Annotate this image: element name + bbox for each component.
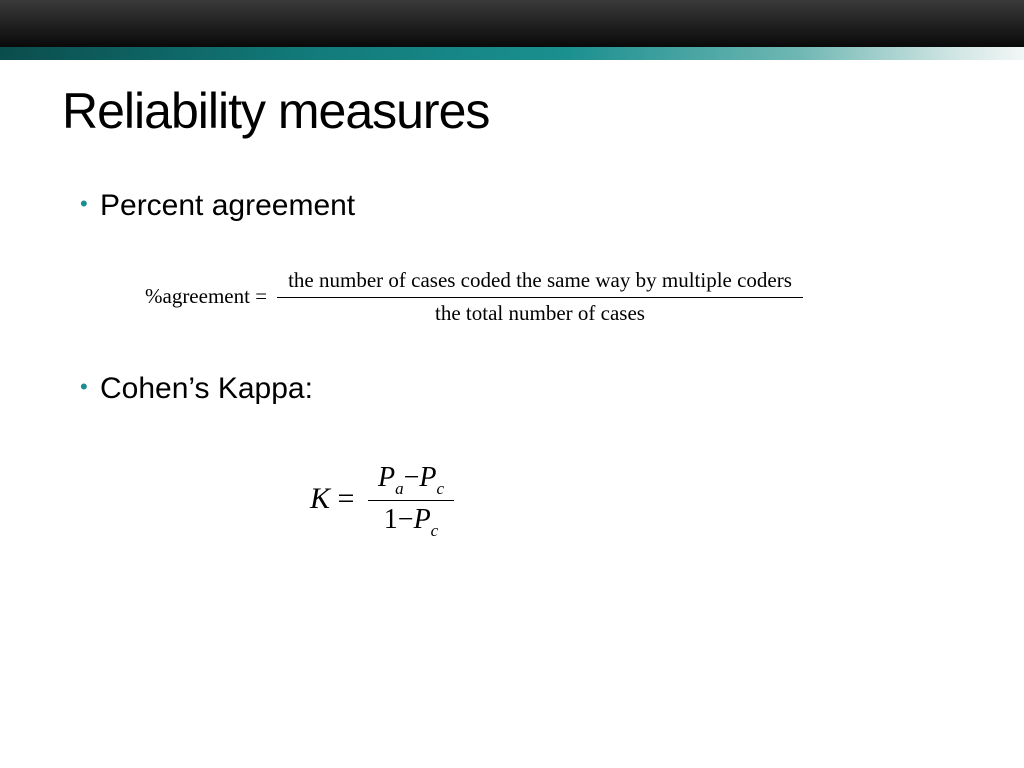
kappa-num-p2-sub: c: [436, 479, 445, 498]
kappa-den-p: P: [413, 504, 431, 535]
kappa-symbol: K: [310, 482, 331, 515]
slide-title: Reliability measures: [62, 83, 490, 139]
kappa-den-one: 1: [383, 504, 398, 535]
kappa-denominator: [368, 504, 454, 540]
kappa-lhs: [310, 482, 354, 516]
accent-stripe: [0, 47, 1024, 60]
formula-denominator: the total number of cases: [435, 301, 645, 325]
kappa-num-minus: −: [403, 462, 420, 493]
bullet-dot-icon: •: [80, 374, 88, 399]
kappa-num-p2: P: [419, 462, 437, 493]
formula-numerator: the number of cases coded the same way by multiple coders: [288, 268, 792, 292]
bullet-text: Cohen’s Kappa:: [100, 372, 313, 405]
kappa-numerator: [368, 462, 454, 498]
fraction-bar: [277, 297, 803, 298]
kappa-fraction: [368, 462, 454, 547]
bullet-percent-agreement: [80, 188, 355, 224]
header-bar: [0, 0, 1024, 47]
kappa-den-p-sub: c: [430, 521, 439, 540]
kappa-den-minus: −: [397, 504, 414, 535]
kappa-num-p1-sub: a: [395, 479, 404, 498]
formula-fraction: [277, 268, 803, 328]
kappa-equals: =: [337, 482, 355, 515]
kappa-formula: [310, 462, 470, 547]
bullet-text: Percent agreement: [100, 189, 356, 222]
kappa-num-p1: P: [377, 462, 396, 493]
fraction-bar: [368, 500, 454, 501]
formula-lhs: %agreement =: [145, 284, 268, 308]
bullet-dot-icon: •: [80, 191, 88, 216]
bullet-cohens-kappa: [80, 371, 313, 407]
